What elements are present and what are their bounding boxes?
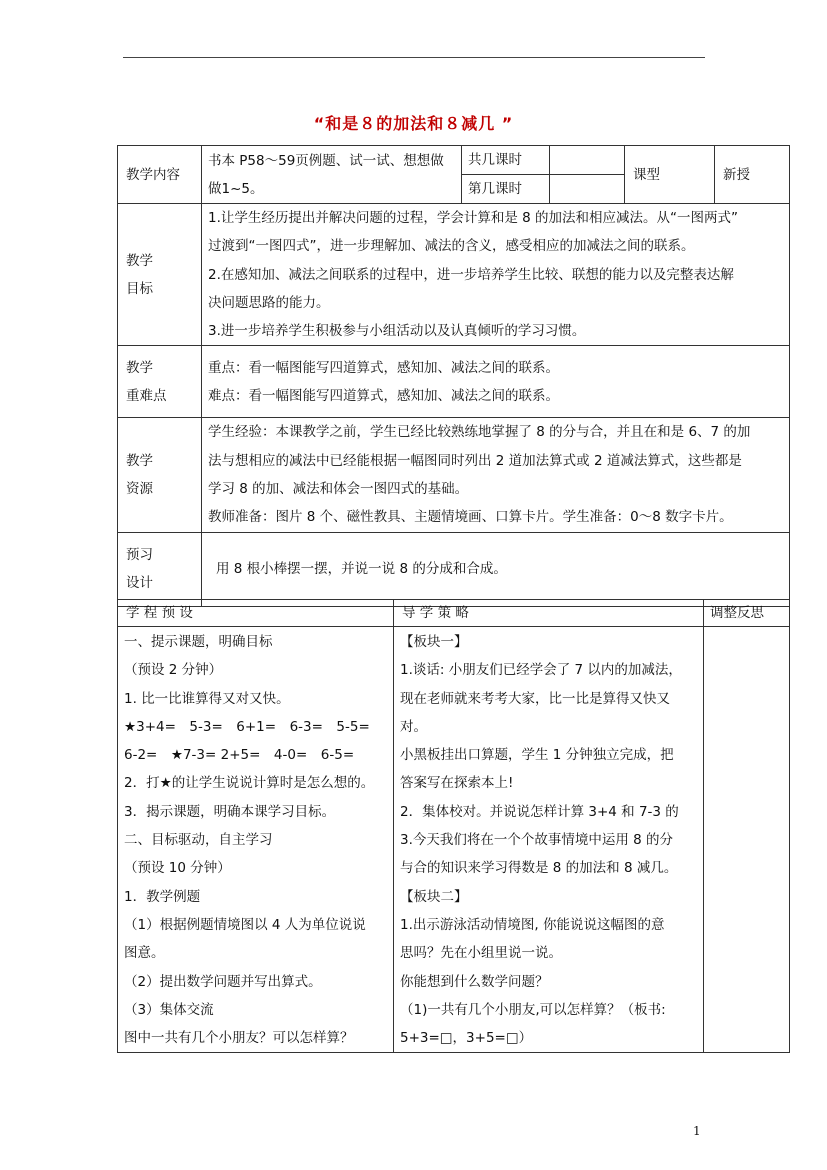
which-hour-value [550, 175, 625, 204]
col-header-process: 学 程 预 设 [118, 600, 394, 627]
strategy-line: 2．集体校对。并说说怎样计算 3+4 和 7-3 的 [400, 803, 679, 820]
resources-line: 教师准备：图片 8 个、磁性教具、主题情境画、口算卡片。学生准备：0～8 数字卡片。 [208, 509, 733, 526]
process-line: 6-2= ★7-3= 2+5= 4-0= 6-5= [124, 747, 355, 764]
resources-line: 学生经验：本课教学之前，学生已经比较熟练地掌握了 8 的分与合，并且在和是 6、7 的加 [208, 424, 751, 441]
key-point-line: 重点：看一幅图能写四道算式，感知加、减法之间的联系。 [208, 359, 559, 376]
process-line: （3）集体交流 [124, 1001, 214, 1018]
process-line: 一、提示课题，明确目标 [124, 634, 273, 650]
key-point-line: 难点：看一幅图能写四道算式，感知加、减法之间的联系。 [208, 387, 559, 404]
strategy-line: 你能想到什么数学问题？ [400, 973, 549, 990]
lesson-info-table [117, 145, 790, 607]
preview-label: 预习 设计 [118, 532, 202, 606]
goals-label: 教学 目标 [118, 204, 202, 346]
strategy-line: 小黑板挂出口算题，学生 1 分钟独立完成，把 [400, 747, 674, 764]
process-table [117, 599, 790, 1053]
strategy-line: 【板块二】 [400, 888, 468, 905]
strategy-line: 现在老师就来考考大家，比一比是算得又快又 [400, 690, 670, 707]
goals-line: 决问题思路的能力。 [208, 294, 330, 311]
which-hour-label: 第几课时 [462, 175, 550, 204]
process-line: （预设 2 分钟） [124, 662, 223, 679]
process-line: （2）提出数学问题并写出算式。 [124, 973, 322, 990]
key-points-text [202, 346, 790, 418]
strategy-line: 【板块一】 [400, 634, 468, 650]
resources-text [202, 418, 790, 532]
page-title: “和是８的加法和８减几 ” [313, 114, 514, 133]
content-text: 书本 P58～59页例题、试一试、想想做做1~5。 [202, 146, 462, 204]
process-line: 二、目标驱动，自主学习 [124, 832, 273, 849]
strategy-line: 思吗？先在小组里说一说。 [400, 945, 562, 962]
process-line: （1）根据例题情境图以 4 人为单位说说 [124, 916, 366, 933]
goals-line: 过渡到“一图四式”，进一步理解加、减法的含义，感受相应的加减法之间的联系。 [208, 238, 695, 255]
strategy-line: （1)一共有几个小朋友,可以怎样算？（板书: [400, 1001, 666, 1018]
reflection-cell [704, 627, 790, 1053]
process-line: 图中一共有几个小朋友？可以怎样算？ [124, 1030, 354, 1047]
process-line: 3．揭示课题，明确本课学习目标。 [124, 803, 336, 820]
process-line: （预设 10 分钟） [124, 860, 231, 877]
strategy-line: 3.今天我们将在一个个故事情境中运用 8 的分 [400, 832, 674, 849]
resources-line: 学习 8 的加、减法和体会一图四式的基础。 [208, 481, 469, 498]
total-hours-label: 共几课时 [462, 146, 550, 175]
strategy-cell [394, 627, 704, 1053]
page-number: 1 [693, 1124, 701, 1138]
strategy-line: 1.出示游泳活动情境图, 你能说说这幅图的意 [400, 916, 665, 933]
total-hours-value [550, 146, 625, 175]
strategy-line: 1.谈话: 小朋友们已经学会了 7 以内的加减法， [400, 662, 682, 679]
process-line: 图意。 [124, 945, 165, 962]
process-line: 2．打★的让学生说说计算时是怎么想的。 [124, 775, 375, 792]
resources-line: 法与想相应的减法中已经能根据一幅图同时列出 2 道加法算式或 2 道减法算式，这些都是 [208, 452, 742, 469]
header-rule [123, 57, 705, 58]
process-line: 1．教学例题 [124, 888, 201, 905]
resources-label: 教学 资源 [118, 418, 202, 532]
process-line: 1. 比一比谁算得又对又快。 [124, 690, 290, 707]
strategy-line: 对。 [400, 718, 427, 735]
col-header-reflection: 调整反思 [704, 600, 790, 627]
type-label: 课型 [625, 146, 715, 204]
process-line: ★3+4= 5-3= 6+1= 6-3= 5-5= [124, 718, 370, 735]
col-header-strategy: 导 学 策 略 [394, 600, 704, 627]
process-cell [118, 627, 394, 1053]
key-points-label: 教学 重难点 [118, 346, 202, 418]
goals-line: 2.在感知加、减法之间联系的过程中，进一步培养学生比较、联想的能力以及完整表达解 [208, 266, 734, 283]
goals-line: 1.让学生经历提出并解决问题的过程，学会计算和是 8 的加法和相应减法。从“一图两式” [208, 210, 739, 226]
strategy-line: 答案写在探索本上! [400, 775, 514, 792]
type-value: 新授 [715, 146, 790, 204]
preview-text: 用 8 根小棒摆一摆，并说一说 8 的分成和合成。 [202, 532, 790, 606]
strategy-line: 5+3=□，3+5=□） [400, 1030, 533, 1047]
strategy-line: 与合的知识来学习得数是 8 的加法和 8 减几。 [400, 860, 678, 877]
goals-text [202, 204, 790, 346]
content-label: 教学内容 [118, 146, 202, 204]
goals-line: 3.进一步培养学生积极参与小组活动以及认真倾听的学习习惯。 [208, 323, 586, 340]
